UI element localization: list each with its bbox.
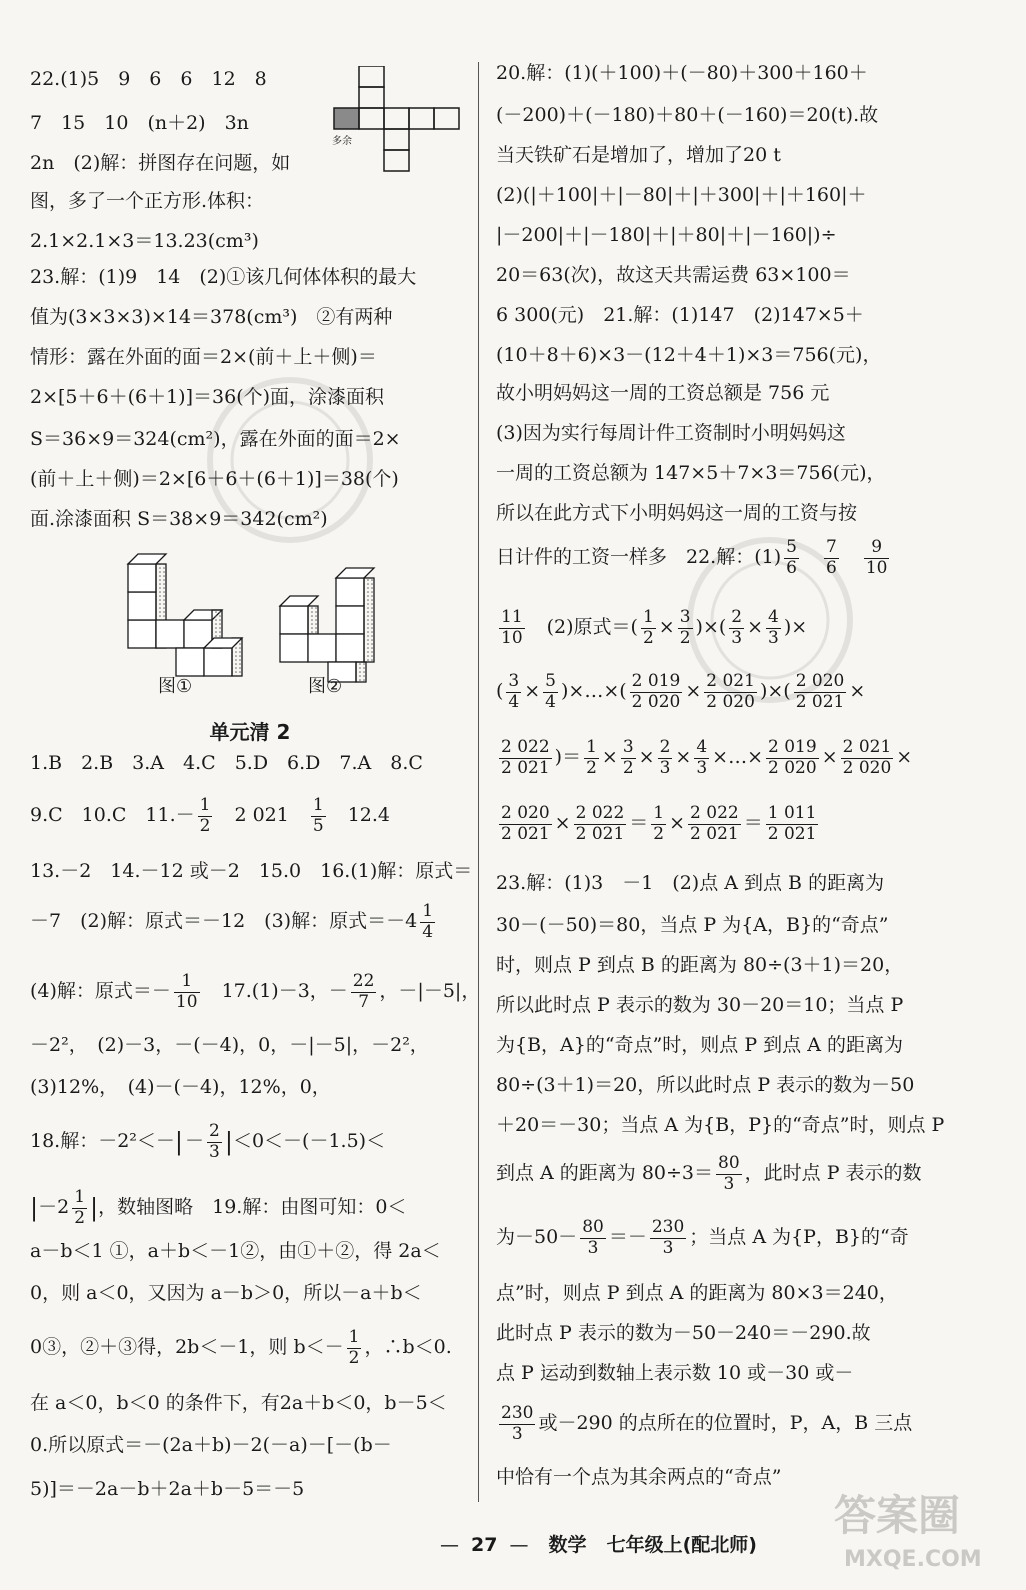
figure-2-caption: 图②: [308, 676, 343, 697]
answer-line: (10＋8＋6)×3－(12＋4＋1)×3＝756(元)，: [496, 344, 882, 366]
answer-line: 23.解：(1)3 －1 (2)点 A 到点 B 的距离为: [496, 872, 885, 894]
answer-line: 20＝63(次)，故这天共需运费 63×100＝: [496, 264, 851, 286]
figure-2-cubes: [280, 568, 374, 682]
answer-line: 当天铁矿石是增加了，增加了20 t: [496, 144, 781, 166]
answer-line: 一周的工资总额为 147×5＋7×3＝756(元)，: [496, 462, 886, 484]
footer-dash: —: [440, 1534, 459, 1556]
answer-line: $\frac{230}{3}$ 或－290 的点所在的位置时，P，A，B 三点: [501, 1403, 913, 1444]
page-footer: [440, 1530, 757, 1557]
footer-subject: 数学: [548, 1534, 587, 1556]
section-heading: 单元清 2: [209, 720, 291, 744]
answer-line: 80÷(3＋1)＝20，所以此时点 P 表示的数为－50: [496, 1074, 915, 1096]
answer-line: 5)]＝－2a－b＋2a＋b－5＝－5: [30, 1478, 305, 1500]
answer-line: 1.B 2.B 3.A 4.C 5.D 6.D 7.A 8.C: [30, 752, 423, 774]
answer-line: －2²， (2)－3，－(－4)，0，－|－5|，－2²，: [30, 1034, 429, 1056]
answer-line: $\frac{2 022}{2 021}$ )＝ $\frac{1}{2}$ × $\frac{3}{2}$ × $\frac{2}{3}$ × $\frac{4}{3}$ ×…× $\frac{2 019}{2 020}$ × $\frac{2 021}{2 020}$ ×: [501, 737, 913, 778]
answer-line: |－200|＋|－180|＋|＋80|＋|－160|)÷: [496, 224, 837, 246]
answer-line: 日计件的工资一样多 22.解：(1) $\frac{5}{6}$ $\frac{7}{6}$ $\frac{9}{10}$: [496, 537, 888, 578]
answer-line: 2×[5＋6＋(6＋1)]＝36(个)面，涂漆面积: [30, 386, 385, 408]
answer-line: (4)解：原式＝－ $\frac{1}{10}$ 17.(1)－3，－ $\frac{22}{7}$ ，－|－5|，: [30, 971, 481, 1012]
answer-line: 2n (2)解：拼图存在问题，如: [30, 152, 291, 174]
answer-line: 此时点 P 表示的数为－50－240＝－290.故: [496, 1322, 871, 1344]
answer-line: ＋20＝－30；当点 A 为{B，P}的“奇点”时，则点 P: [496, 1114, 945, 1136]
answer-line: 故小明妈妈这一周的工资总额是 756 元: [496, 382, 830, 404]
figure-1-cubes: [128, 554, 242, 676]
footer-dash: —: [509, 1534, 529, 1556]
answer-line: ( $\frac{3}{4}$ × $\frac{5}{4}$ )×…×( $\frac{2 019}{2 020}$ × $\frac{2 021}{2 020}$ )×( $\frac{2 020}{2 021}$ ×: [496, 671, 866, 712]
answer-line: 点”时，则点 P 到点 A 的距离为 80×3＝240，: [496, 1282, 898, 1304]
footer-grade: 七年级上(配北师): [606, 1534, 757, 1556]
answer-line: (前＋上＋侧)＝2×[6＋6＋(6＋1)]＝38(个): [30, 468, 399, 490]
minus-sign: －: [185, 1130, 205, 1153]
answer-line: 为－50－ $\frac{80}{3}$ ＝－ $\frac{230}{3}$ ；当点 A 为{P，B}的“奇: [496, 1217, 909, 1258]
answer-line: S＝36×9＝324(cm²)，露在外面的面＝2×: [30, 428, 401, 450]
answer-line: 为{B，A}的“奇点”时，则点 P 到点 A 的距离为: [496, 1034, 903, 1056]
svg-text:MXQE.COM: MXQE.COM: [844, 1547, 982, 1572]
net-extra-label: 多余: [332, 136, 352, 147]
answer-line: 面.涂漆面积 S＝38×9＝342(cm²): [30, 508, 328, 530]
answer-line: $\frac{11}{10}$ (2)原式＝( $\frac{1}{2}$ × $\frac{3}{2}$ )×( $\frac{2}{3}$ × $\frac{4}{3}$ )×: [501, 607, 808, 648]
answer-line: 点 P 运动到数轴上表示数 10 或－30 或－: [496, 1362, 854, 1384]
answer-line: |－2 $\frac{1}{2}$ |，数轴图略 19.解：由图可知：0＜: [30, 1187, 407, 1228]
answer-line: $\frac{2 020}{2 021}$ × $\frac{2 022}{2 021}$ ＝ $\frac{1}{2}$ × $\frac{2 022}{2 021}$ ＝ $\frac{1 011}{2 021}$: [501, 803, 817, 844]
answer-line: (－200)＋(－180)＋80＋(－160)＝20(t).故: [496, 104, 879, 126]
answer-line: 情形：露在外面的面＝2×(前＋上＋侧)＝: [30, 346, 377, 368]
answer-line: 2.1×2.1×3＝13.23(cm³): [30, 230, 259, 252]
answer-line: 6 300(元) 21.解：(1)147 (2)147×5＋: [496, 304, 864, 326]
cube-net-diagram: [330, 66, 470, 192]
answer-line: (3)12%， (4)－(－4)，12%，0，: [30, 1076, 331, 1098]
answer-line: 0，则 a＜0，又因为 a－b＞0，所以－a＋b＜: [30, 1282, 422, 1304]
column-divider: [478, 62, 479, 1502]
answer-line: 在 a＜0，b＜0 的条件下，有2a＋b＜0，b－5＜: [30, 1392, 447, 1414]
figure-1-caption: 图①: [158, 676, 193, 697]
answer-line: 18.解：－2²＜－| － $\frac{2}{3}$ |＜0＜－(－1.5)＜: [30, 1121, 386, 1162]
answer-line: 图，多了一个正方形.体积：: [30, 190, 265, 212]
answer-line: 23.解：(1)9 14 (2)①该几何体体积的最大: [30, 266, 417, 288]
answer-line: 所以此时点 P 表示的数为 30－20＝10；当点 P: [496, 994, 904, 1016]
page-number: 27: [471, 1534, 498, 1556]
answer-line: 0③，②＋③得，2b＜－1，则 b＜－ $\frac{1}{2}$ ，∴b＜0.: [30, 1327, 452, 1368]
answer-line: a－b＜1 ①，a＋b＜－1②，由①＋②，得 2a＜: [30, 1240, 441, 1262]
answer-line: 9.C 10.C 11.－ $\frac{1}{2}$ 2 021 $\frac{1}{5}$ 12.4: [30, 795, 391, 836]
answer-line: 7 15 10 (n＋2) 3n: [30, 112, 249, 134]
answer-line: 时，则点 P 到点 B 的距离为 80÷(3＋1)＝20，: [496, 954, 904, 976]
answer-line: 0.所以原式＝－(2a＋b)－2(－a)－[－(b－: [30, 1434, 392, 1456]
answer-line: (3)因为实行每周计件工资制时小明妈妈这: [496, 422, 846, 444]
answer-line: 中恰有一个点为其余两点的“奇点”: [496, 1466, 782, 1488]
answer-line: 30－(－50)＝80，当点 P 为{A，B}的“奇点”: [496, 914, 889, 936]
svg-text:答案圈: 答案圈: [834, 1491, 961, 1540]
answer-line: －7 (2)解：原式＝－12 (3)解：原式＝－4 $\frac{1}{4}$: [30, 901, 434, 942]
site-watermark: [830, 1478, 1020, 1578]
answer-line: 所以在此方式下小明妈妈这一周的工资与按: [496, 502, 858, 524]
answer-line: 22.(1)5 9 6 6 12 8: [30, 68, 267, 90]
answer-line: 到点 A 的距离为 80÷3＝ $\frac{80}{3}$ ，此时点 P 表示的数: [496, 1153, 922, 1194]
answer-line: 20.解：(1)(＋100)＋(－80)＋300＋160＋: [496, 62, 868, 84]
answer-line: (2)(|＋100|＋|－80|＋|＋300|＋|＋160|＋: [496, 184, 867, 206]
cube-figures: [118, 550, 418, 700]
answer-line: 13.－2 14.－12 或－2 15.0 16.(1)解：原式＝: [30, 860, 473, 882]
answer-line: 值为(3×3×3)×14＝378(cm³) ②有两种: [30, 306, 393, 328]
